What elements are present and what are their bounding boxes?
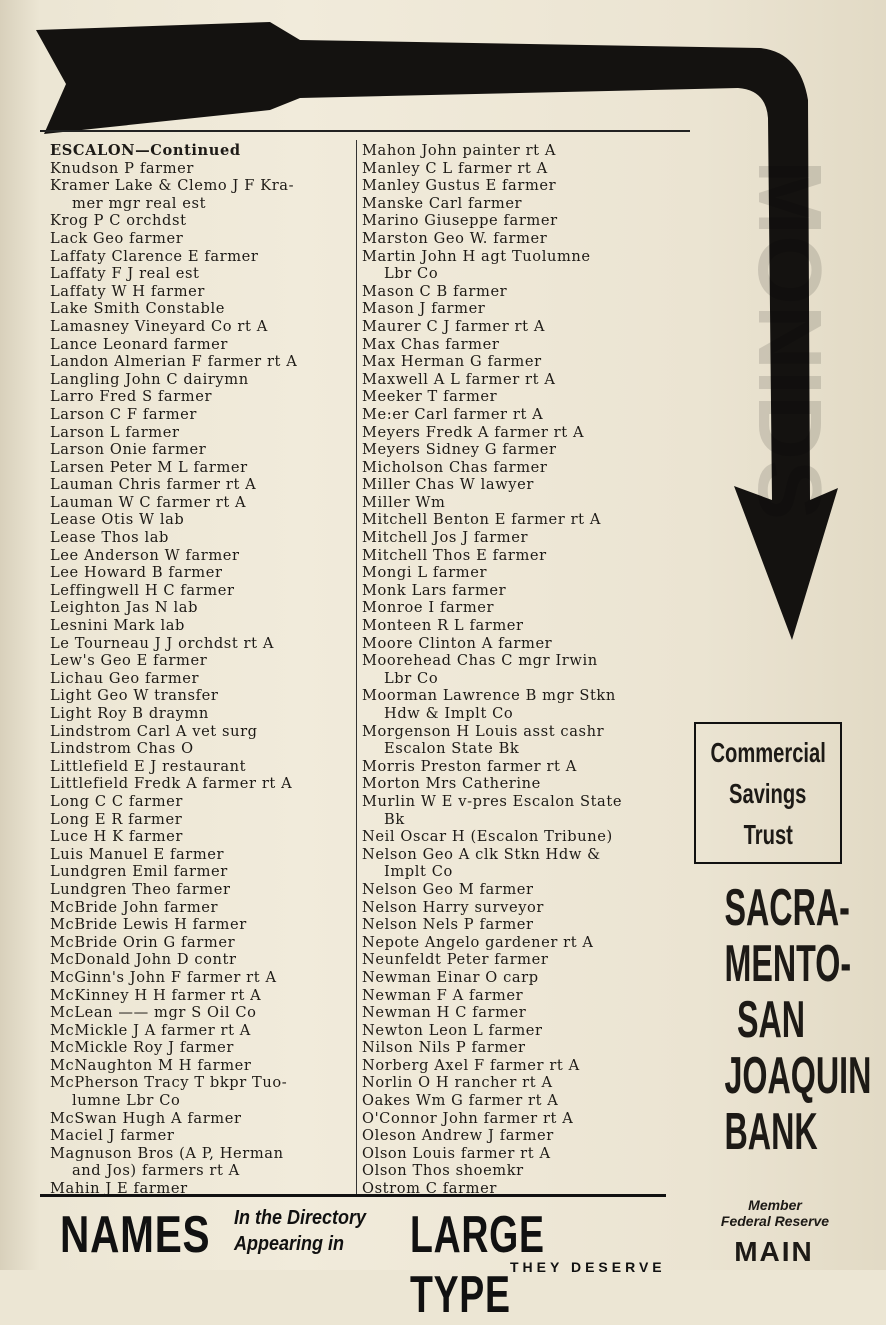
directory-entry [50, 828, 354, 846]
directory-entry [50, 441, 354, 459]
entry-line: Larson Onie farmer [50, 441, 207, 459]
entry-line: Neil Oscar H (Escalon Tribune) [362, 828, 613, 846]
entry-line: Lauman W C farmer rt A [50, 493, 247, 511]
entry-line: Monroe I farmer [362, 599, 495, 617]
directory-entry [362, 793, 690, 828]
directory-entry [50, 1057, 354, 1075]
entry-line: Leighton Jas N lab [50, 599, 199, 617]
entry-line: Lack Geo farmer [50, 229, 184, 247]
directory-entry [50, 705, 354, 723]
directory-entry [50, 1004, 354, 1022]
entry-line: Mitchell Benton E farmer rt A [362, 511, 601, 529]
entry-line: Long C C farmer [50, 792, 183, 810]
entry-line: Maurer C J farmer rt A [362, 317, 545, 335]
directory-entry [50, 511, 354, 529]
entry-line: Langling John C dairymn [50, 370, 249, 388]
directory-entry [50, 617, 354, 635]
directory-entry [362, 635, 690, 653]
banner-names: NAMES [60, 1206, 211, 1264]
directory-entry [50, 916, 354, 934]
entry-line: Nelson Harry surveyor [362, 898, 545, 916]
banner-middle [234, 1205, 366, 1257]
banner-bottom-text: THEY DESERVE [510, 1259, 666, 1275]
directory-entry [50, 353, 354, 371]
entry-continuation: Implt Co [384, 863, 453, 881]
directory-entry [50, 863, 354, 881]
entry-line: McDonald John D contr [50, 951, 237, 969]
directory-entry [50, 230, 354, 248]
entry-line: Moorehead Chas C mgr Irwin [362, 652, 598, 670]
entry-line: Oleson Andrew J farmer [362, 1127, 554, 1145]
column-divider [356, 140, 357, 1195]
directory-entry [50, 811, 354, 829]
directory-entry [362, 1162, 690, 1180]
entry-line: Littlefield Fredk A farmer rt A [50, 775, 293, 793]
entry-line: McMickle Roy J farmer [50, 1039, 234, 1057]
directory-entry [50, 775, 354, 793]
directory-entry [50, 1074, 354, 1109]
entry-line: Miller Chas W lawyer [362, 476, 534, 494]
directory-entry [362, 388, 690, 406]
entry-line: Ostrom C farmer [362, 1180, 497, 1198]
directory-entry [50, 529, 354, 547]
entry-line: Mahon John painter rt A [362, 142, 556, 159]
member-line: Federal Reserve [720, 1213, 830, 1229]
entry-line: Larro Fred S farmer [50, 388, 213, 406]
directory-entry [50, 687, 354, 705]
directory-entry [50, 1145, 354, 1180]
directory-entry [362, 899, 690, 917]
directory-entry [50, 723, 354, 741]
entry-line: McNaughton M H farmer [50, 1056, 252, 1074]
ad-line: Commercial [710, 736, 826, 768]
entry-line: Monk Lars farmer [362, 581, 507, 599]
entry-line: Lindstrom Chas O [50, 740, 194, 758]
entry-line: Mitchell Thos E farmer [362, 546, 547, 564]
directory-entry [50, 212, 354, 230]
entry-line: Morton Mrs Catherine [362, 775, 541, 793]
entry-line: Lesnini Mark lab [50, 617, 186, 635]
entry-continuation: lumne Lbr Co [72, 1092, 181, 1110]
directory-entry [50, 336, 354, 354]
directory-entry [362, 617, 690, 635]
directory-entry [50, 424, 354, 442]
directory-entry [50, 846, 354, 864]
commercial-savings-trust-ad [694, 722, 842, 864]
entry-continuation: Bk [384, 810, 405, 828]
entry-line: Olson Thos shoemkr [362, 1162, 524, 1180]
directory-entry [50, 406, 354, 424]
directory-entry [362, 441, 690, 459]
entry-continuation: and Jos) farmers rt A [72, 1162, 240, 1180]
directory-entry [50, 881, 354, 899]
directory-entry [50, 951, 354, 969]
entry-line: Olson Louis farmer rt A [362, 1144, 551, 1162]
entry-line: Morris Preston farmer rt A [362, 757, 577, 775]
entry-line: McLean —— mgr S Oil Co [50, 1004, 257, 1022]
entry-line: McKinney H H farmer rt A [50, 986, 262, 1004]
directory-entry [362, 969, 690, 987]
directory-entry [362, 1022, 690, 1040]
directory-entry [362, 1110, 690, 1128]
directory-entry [50, 793, 354, 811]
directory-entry [50, 300, 354, 318]
entry-line: Lee Anderson W farmer [50, 546, 240, 564]
entry-line: Kramer Lake & Clemo J F Kra- [50, 177, 295, 195]
directory-entry [362, 318, 690, 336]
entry-line: Laffaty W H farmer [50, 282, 205, 300]
directory-entry [50, 1039, 354, 1057]
entry-line: Moore Clinton A farmer [362, 634, 553, 652]
directory-entry [362, 230, 690, 248]
directory-entry [50, 934, 354, 952]
entry-line: Mahin J E farmer [50, 1180, 188, 1198]
directory-entry [50, 564, 354, 582]
entry-line: Lease Otis W lab [50, 511, 185, 529]
entry-line: McSwan Hugh A farmer [50, 1109, 242, 1127]
entry-line: Larsen Peter M L farmer [50, 458, 248, 476]
directory-entry [50, 318, 354, 336]
bank-line: SAN [736, 991, 806, 1049]
directory-entry [50, 1127, 354, 1145]
directory-entry [50, 265, 354, 283]
entry-line: Light Roy B draymn [50, 705, 209, 722]
directory-entry [50, 740, 354, 758]
entry-line: McBride John farmer [50, 898, 219, 916]
directory-entry [362, 511, 690, 529]
directory-entry [362, 371, 690, 389]
entry-line: Newman H C farmer [362, 1004, 527, 1022]
entry-line: Le Tourneau J J orchdst rt A [50, 634, 274, 652]
main-word: MAIN [734, 1236, 814, 1267]
directory-entry [362, 248, 690, 283]
left-column [50, 142, 354, 1198]
directory-entry [362, 424, 690, 442]
entry-line: Norberg Axel F farmer rt A [362, 1056, 580, 1074]
entry-line: Martin John H agt Tuolumne [362, 247, 591, 265]
entry-line: Lindstrom Carl A vet surg [50, 722, 258, 740]
entry-continuation: mer mgr real est [72, 194, 207, 212]
entry-line: Lake Smith Constable [50, 300, 225, 318]
directory-entry [50, 283, 354, 301]
entry-line: Landon Almerian F farmer rt A [50, 353, 298, 371]
directory-entry [50, 670, 354, 688]
entry-line: O'Connor John farmer rt A [362, 1109, 574, 1127]
directory-entry [362, 723, 690, 758]
entry-line: Maxwell A L farmer rt A [362, 370, 556, 388]
directory-entry [50, 635, 354, 653]
right-column [362, 142, 690, 1198]
entry-line: McMickle J A farmer rt A [50, 1021, 251, 1039]
member-line: Member [748, 1197, 802, 1213]
directory-entry [362, 775, 690, 793]
entry-line: Murlin W E v-pres Escalon State [362, 792, 623, 810]
directory-entry [50, 582, 354, 600]
directory-entry [362, 1074, 690, 1092]
entry-line: Lundgren Theo farmer [50, 880, 231, 898]
bottom-banner-ad [40, 1194, 666, 1324]
entry-line: Lee Howard B farmer [50, 564, 223, 582]
entry-continuation: Escalon State Bk [384, 740, 520, 758]
bank-line: JOAQUIN [724, 1047, 872, 1105]
entry-line: Nelson Geo M farmer [362, 880, 534, 898]
directory-entry [50, 1110, 354, 1128]
entry-line: Meyers Sidney G farmer [362, 441, 557, 459]
entry-line: Morgenson H Louis asst cashr [362, 722, 605, 740]
member-federal-reserve [700, 1197, 850, 1229]
ad-line: Savings [729, 777, 807, 809]
directory-entry [50, 388, 354, 406]
directory-entry [50, 758, 354, 776]
entry-line: Manley C L farmer rt A [362, 159, 548, 177]
directory-entry [362, 599, 690, 617]
entry-line: Lichau Geo farmer [50, 669, 200, 687]
entry-line: Meeker T farmer [362, 388, 498, 406]
directory-entry [362, 212, 690, 230]
entry-line: Moorman Lawrence B mgr Stkn [362, 687, 616, 705]
entry-continuation: Lbr Co [384, 669, 439, 687]
entry-line: Nepote Angelo gardener rt A [362, 933, 594, 951]
directory-entry [362, 547, 690, 565]
directory-entry [362, 1092, 690, 1110]
entry-line: Newman F A farmer [362, 986, 524, 1004]
directory-entry [362, 934, 690, 952]
directory-entry [50, 652, 354, 670]
section-heading: ESCALON—Continued [50, 142, 241, 159]
bank-line: MENTO- [724, 935, 852, 993]
entry-line: Laffaty Clarence E farmer [50, 247, 259, 265]
entry-line: Lamasney Vineyard Co rt A [50, 317, 268, 335]
entry-line: Micholson Chas farmer [362, 458, 548, 476]
directory-entry [50, 969, 354, 987]
directory-entry [50, 599, 354, 617]
entry-line: Manley Gustus E farmer [362, 177, 557, 195]
directory-entry [362, 300, 690, 318]
entry-line: Monteen R L farmer [362, 617, 524, 635]
entry-line: Larson C F farmer [50, 405, 197, 423]
directory-entry [362, 353, 690, 371]
directory-entry [362, 828, 690, 846]
entry-line: Newman Einar O carp [362, 968, 539, 986]
directory-entry [362, 881, 690, 899]
entry-line: McBride Lewis H farmer [50, 916, 247, 934]
directory-entry [50, 899, 354, 917]
directory-entry [362, 916, 690, 934]
entry-line: Lease Thos lab [50, 529, 169, 547]
directory-entry [50, 494, 354, 512]
directory-entry [362, 582, 690, 600]
entry-line: Manske Carl farmer [362, 194, 523, 212]
entry-line: Luce H K farmer [50, 828, 183, 846]
header-rule [40, 130, 690, 132]
entry-line: Nelson Geo A clk Stkn Hdw & [362, 845, 601, 863]
bank-line: BANK [724, 1103, 818, 1161]
banner-middle-line: Appearing in [234, 1233, 345, 1255]
directory-entry [362, 951, 690, 969]
directory-entry [50, 248, 354, 266]
directory-entry [362, 1145, 690, 1163]
entry-line: Norlin O H rancher rt A [362, 1074, 553, 1092]
entry-line: Newton Leon L farmer [362, 1021, 543, 1039]
directory-entry [362, 1004, 690, 1022]
entry-line: Max Chas farmer [362, 335, 500, 353]
directory-entry [362, 406, 690, 424]
entry-line: Miller Wm [362, 493, 446, 511]
entry-line: Lew's Geo E farmer [50, 652, 208, 670]
entry-line: Luis Manuel E farmer [50, 845, 225, 863]
bank-ad [696, 879, 872, 1161]
directory-entry [50, 371, 354, 389]
entry-line: Neunfeldt Peter farmer [362, 951, 549, 969]
directory-entry [362, 1057, 690, 1075]
bank-line: SACRA- [724, 879, 850, 937]
entry-line: Nelson Nels P farmer [362, 916, 534, 934]
entry-line: Lauman Chris farmer rt A [50, 476, 257, 494]
entry-line: Leffingwell H C farmer [50, 581, 235, 599]
directory-entry [362, 195, 690, 213]
entry-line: Mason J farmer [362, 300, 486, 318]
directory-entry [362, 283, 690, 301]
directory-entry [362, 177, 690, 195]
directory-entry [362, 142, 690, 160]
directory-entry [362, 1127, 690, 1145]
directory-entry [50, 1022, 354, 1040]
entry-line: Meyers Fredk A farmer rt A [362, 423, 585, 441]
banner-middle-line: In the Directory [234, 1207, 367, 1229]
entry-line: Lance Leonard farmer [50, 335, 228, 353]
entry-line: Max Herman G farmer [362, 353, 542, 371]
entry-line: Littlefield E J restaurant [50, 757, 247, 775]
entry-line: Mongi L farmer [362, 564, 488, 582]
entry-line: Marston Geo W. farmer [362, 229, 548, 247]
banner-large-type: LARGE TYPE [410, 1206, 545, 1324]
entry-line: Marino Giuseppe farmer [362, 212, 558, 230]
entry-line: McPherson Tracy T bkpr Tuo- [50, 1074, 288, 1092]
directory-entry [362, 459, 690, 477]
directory-entry [362, 494, 690, 512]
entry-line: Krog P C orchdst [50, 212, 187, 230]
directory-entry [362, 476, 690, 494]
directory-entry [50, 177, 354, 212]
directory-entry [50, 160, 354, 178]
entry-line: Nilson Nils P farmer [362, 1039, 526, 1057]
entry-line: Light Geo W transfer [50, 687, 219, 705]
entry-line: Larson L farmer [50, 423, 180, 441]
directory-entry [362, 758, 690, 776]
entry-line: Laffaty F J real est [50, 265, 200, 283]
ad-line: Trust [743, 818, 793, 850]
entry-line: Long E R farmer [50, 810, 183, 828]
entry-line: Me:er Carl farmer rt A [362, 405, 544, 423]
directory-entry [362, 687, 690, 722]
entry-line: Mason C B farmer [362, 282, 508, 300]
entry-line: Knudson P farmer [50, 159, 194, 177]
directory-entry [362, 846, 690, 881]
entry-continuation: Hdw & Implt Co [384, 705, 514, 722]
directory-entry [362, 564, 690, 582]
directory-entry [362, 160, 690, 178]
bleed-through-text: MONIDS [739, 160, 839, 520]
entry-line: Maciel J farmer [50, 1127, 175, 1145]
directory-entry [50, 459, 354, 477]
entry-line: Magnuson Bros (A P, Herman [50, 1144, 284, 1162]
entry-line: Mitchell Jos J farmer [362, 529, 529, 547]
directory-entry [50, 547, 354, 565]
entry-line: Oakes Wm G farmer rt A [362, 1092, 559, 1110]
entry-line: McGinn's John F farmer rt A [50, 968, 277, 986]
directory-entry [50, 476, 354, 494]
directory-entry [362, 1039, 690, 1057]
entry-line: Lundgren Emil farmer [50, 863, 228, 881]
entry-line: McBride Orin G farmer [50, 933, 236, 951]
entry-continuation: Lbr Co [384, 265, 439, 283]
directory-entry [362, 652, 690, 687]
directory-entry [362, 987, 690, 1005]
directory-entry [50, 987, 354, 1005]
directory-entry [362, 529, 690, 547]
directory-entry [362, 336, 690, 354]
